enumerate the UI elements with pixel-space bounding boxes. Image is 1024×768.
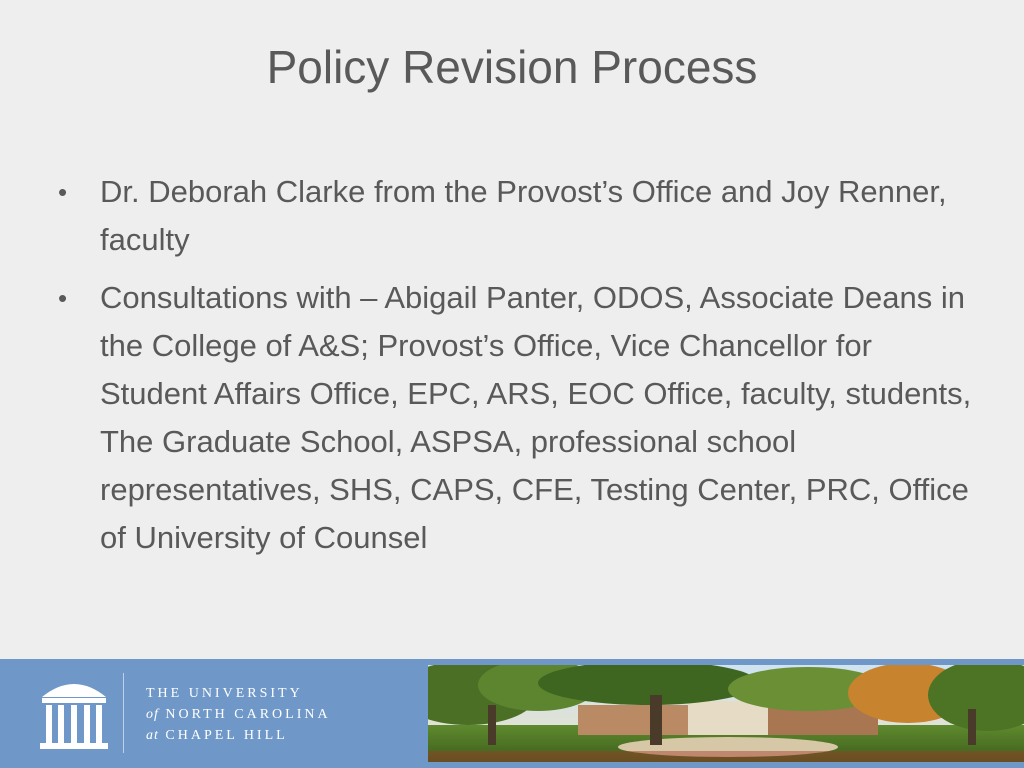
wordmark-line-1: THE UNIVERSITY — [146, 686, 303, 701]
wordmark-line-2: of NORTH CAROLINA — [146, 707, 331, 722]
bullet-text: Dr. Deborah Clarke from the Provost’s Office and Joy Renner, faculty — [100, 174, 947, 257]
footer-band — [0, 659, 1024, 768]
bullet-text: Consultations with – Abigail Panter, ODOS, Associate Deans in the College of A&S; Provost’s Office, Vice Chancellor for Student Affairs Office, EPC, ARS, EOC Office, faculty, students, The Graduate School, ASPSA, professional school representatives, SHS, CAPS, CFE, Testing Center, PRC, Office of University of Counsel — [100, 280, 972, 555]
old-well-icon — [34, 673, 114, 753]
slide-title: Policy Revision Process — [266, 41, 758, 93]
bullet-list — [56, 168, 976, 572]
wordmark-line-3: at CHAPEL HILL — [146, 728, 288, 743]
bullet-item — [56, 168, 976, 264]
bullet-item — [56, 274, 976, 562]
bullet-icon: • — [58, 177, 68, 207]
bullet-icon: • — [58, 283, 68, 313]
university-wordmark — [146, 683, 331, 746]
logo-divider — [123, 673, 124, 753]
campus-photo — [428, 665, 1024, 762]
